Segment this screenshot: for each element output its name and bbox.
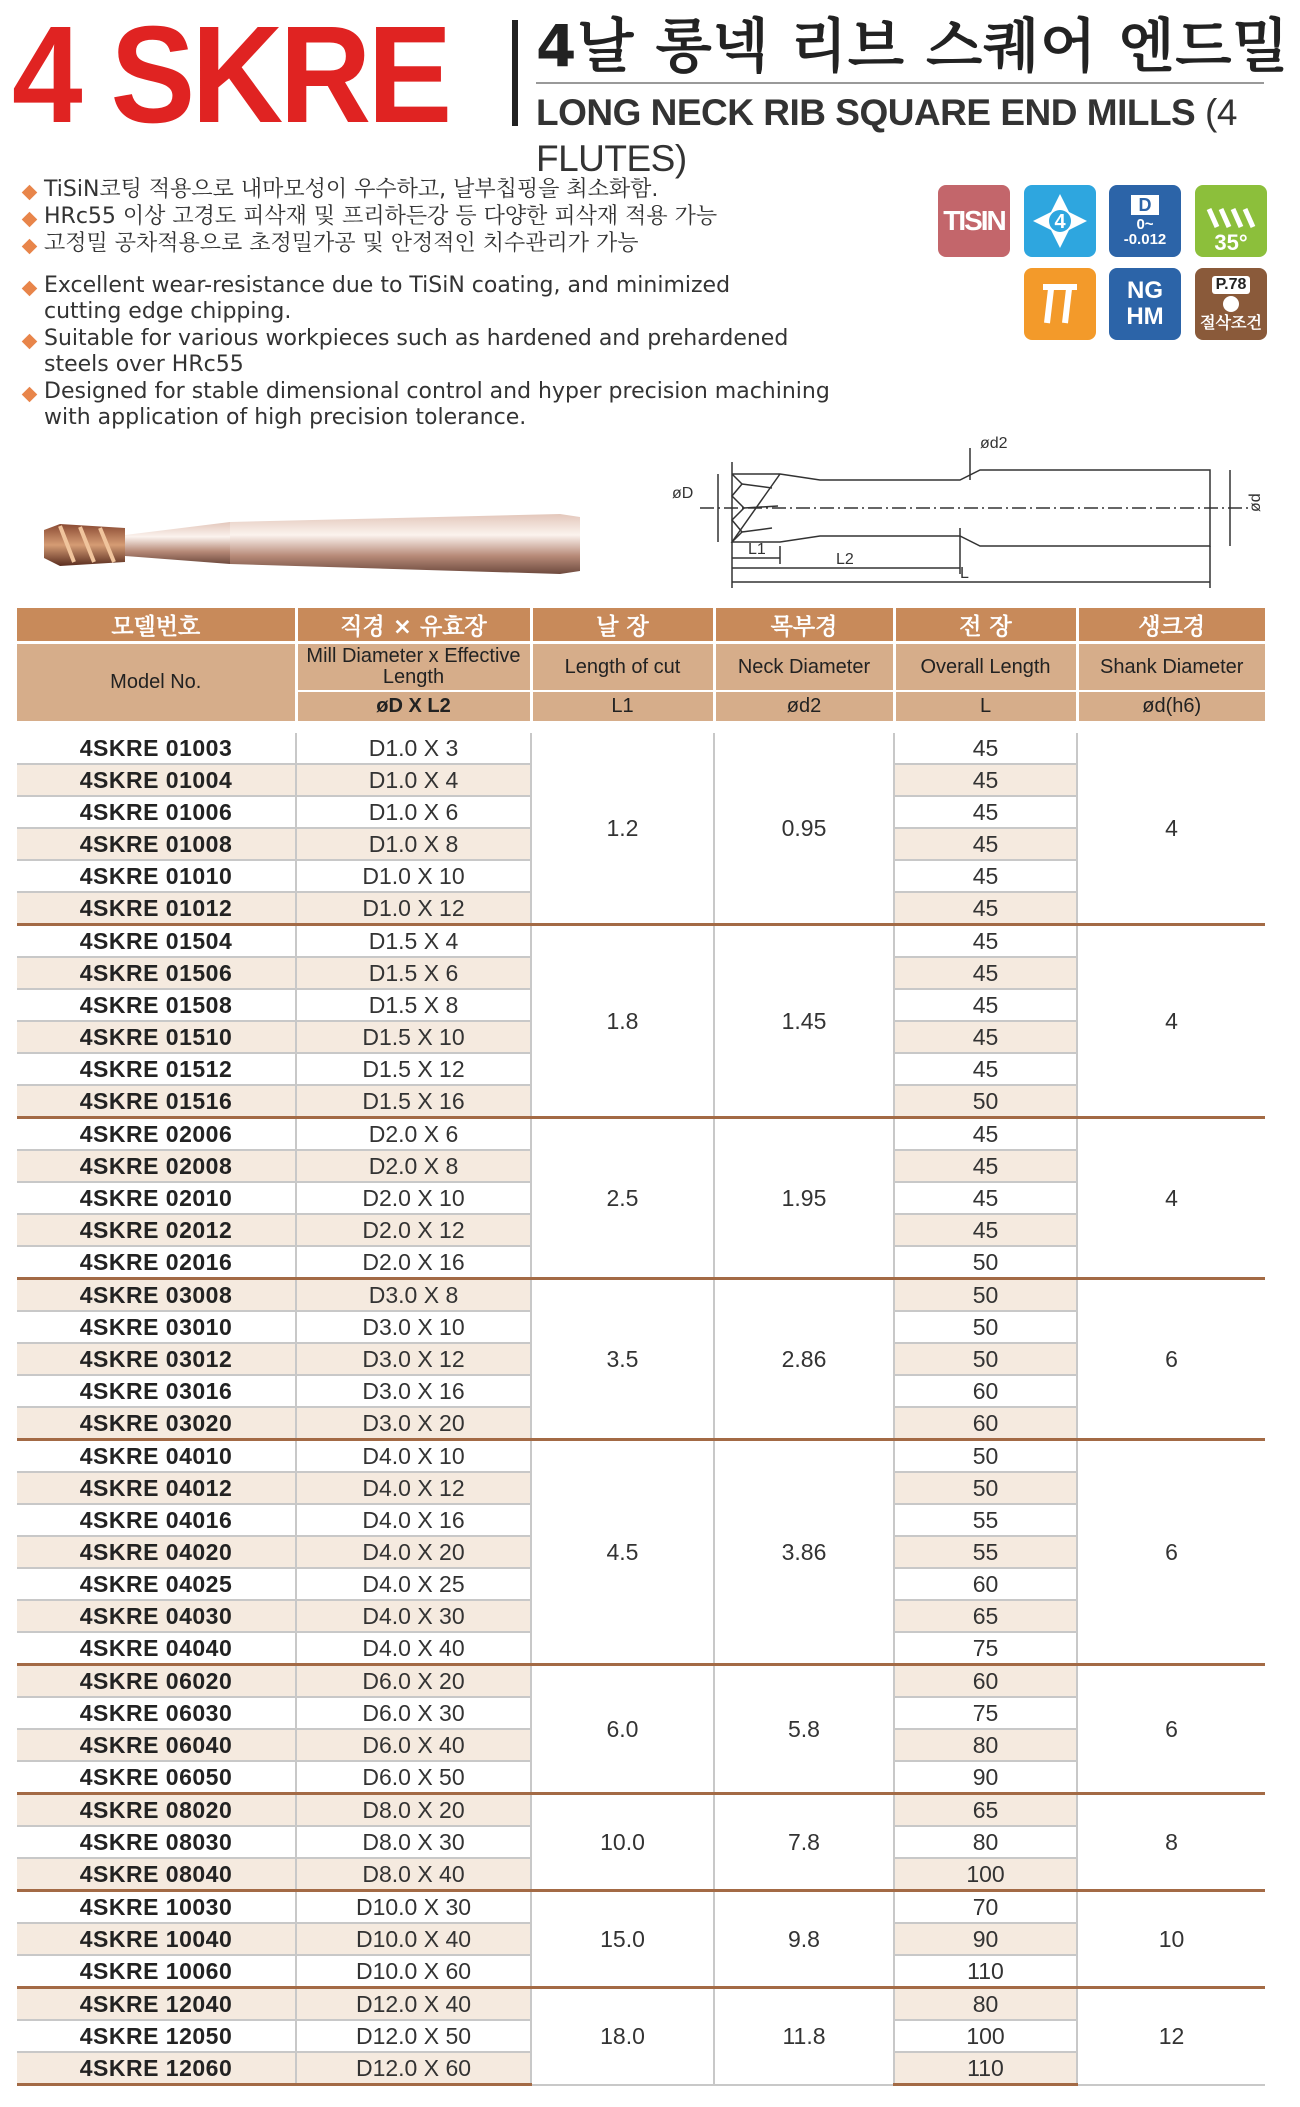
table-row (17, 925, 1265, 958)
label-D: øD (672, 485, 694, 502)
model-cell: 4SKRE 04020 (17, 1536, 296, 1568)
dimension-cell: D3.0 X 16 (296, 1375, 531, 1407)
model-cell: 4SKRE 08020 (17, 1794, 296, 1827)
dimension-cell: D10.0 X 60 (296, 1955, 531, 1988)
overall-length-cell: 50 (894, 1440, 1077, 1473)
hdr-l1-en: Length of cut (531, 643, 714, 692)
neck-diameter-cell: 5.8 (714, 1665, 894, 1794)
model-cell: 4SKRE 01504 (17, 925, 296, 958)
dimension-cell: D10.0 X 30 (296, 1891, 531, 1924)
feature-en-3: Designed for stable dimensional control and hyper precision machining (44, 379, 830, 404)
dimension-diagram (660, 428, 1280, 588)
feature-en-2: Suitable for various workpieces such as hardened and prehardened (44, 326, 789, 351)
overall-length-cell: 50 (894, 1279, 1077, 1312)
overall-length-cell: 100 (894, 2020, 1077, 2052)
tisin-coating-icon (938, 185, 1010, 257)
model-cell: 4SKRE 10060 (17, 1955, 296, 1988)
bullet-icon (22, 334, 38, 350)
model-cell: 4SKRE 01004 (17, 764, 296, 796)
title-english (536, 90, 1300, 182)
tolerance-icon (1109, 185, 1181, 257)
table-row (17, 1279, 1265, 1312)
shank-diameter-cell: 6 (1077, 1279, 1265, 1440)
model-cell: 4SKRE 03020 (17, 1407, 296, 1440)
model-cell: 4SKRE 02012 (17, 1214, 296, 1246)
length-of-cut-cell: 15.0 (531, 1891, 714, 1988)
dimension-cell: D6.0 X 30 (296, 1697, 531, 1729)
overall-length-cell: 50 (894, 1343, 1077, 1375)
model-cell: 4SKRE 03010 (17, 1311, 296, 1343)
table-row (17, 1118, 1265, 1151)
overall-length-cell: 60 (894, 1407, 1077, 1440)
hdr-len-ko: 전 장 (894, 608, 1077, 643)
feature-en-3b: with application of high precision tolerance. (44, 405, 527, 430)
dimension-cell: D3.0 X 10 (296, 1311, 531, 1343)
feature-ko-2: HRc55 이상 고경도 피삭재 및 프리하든강 등 다양한 피삭재 적용 가능 (44, 204, 718, 229)
feature-en-1b: cutting edge chipping. (44, 299, 292, 324)
overall-length-cell: 50 (894, 1472, 1077, 1504)
hdr-shank-en: Shank Diameter (1077, 643, 1265, 692)
square-end-glyph (1035, 279, 1085, 329)
model-cell: 4SKRE 02008 (17, 1150, 296, 1182)
overall-length-cell: 90 (894, 1761, 1077, 1794)
length-of-cut-cell: 2.5 (531, 1118, 714, 1279)
model-cell: 4SKRE 01506 (17, 957, 296, 989)
overall-length-cell: 110 (894, 2052, 1077, 2085)
neck-diameter-cell: 3.86 (714, 1440, 894, 1665)
hdr-shank-sym: ød(h6) (1077, 691, 1265, 721)
dimension-cell: D8.0 X 40 (296, 1858, 531, 1891)
bullet-icon (22, 212, 38, 228)
title-rule (536, 82, 1264, 84)
overall-length-cell: 45 (894, 1150, 1077, 1182)
hm-label: HM (1126, 303, 1164, 330)
hdr-model-ko: 모델번호 (17, 608, 296, 643)
dimension-cell: D2.0 X 10 (296, 1182, 531, 1214)
hdr-l1-sym: L1 (531, 691, 714, 721)
overall-length-cell: 60 (894, 1568, 1077, 1600)
model-cell: 4SKRE 10030 (17, 1891, 296, 1924)
model-cell: 4SKRE 04012 (17, 1472, 296, 1504)
shank-diameter-cell: 12 (1077, 1988, 1265, 2085)
dimension-cell: D4.0 X 40 (296, 1632, 531, 1665)
dimension-cell: D3.0 X 20 (296, 1407, 531, 1440)
ng-hm-icon (1109, 268, 1181, 340)
shank-diameter-cell: 4 (1077, 925, 1265, 1118)
flute-glyph (1029, 190, 1091, 252)
label-L2: L2 (836, 551, 854, 568)
dimension-cell: D4.0 X 12 (296, 1472, 531, 1504)
neck-diameter-cell: 11.8 (714, 1988, 894, 2085)
dimension-cell: D2.0 X 8 (296, 1150, 531, 1182)
model-cell: 4SKRE 06020 (17, 1665, 296, 1698)
dimension-cell: D1.0 X 3 (296, 733, 531, 764)
model-cell: 4SKRE 01010 (17, 860, 296, 892)
dimension-cell: D4.0 X 30 (296, 1600, 531, 1632)
dimension-cell: D4.0 X 10 (296, 1440, 531, 1473)
end-mill-photo (40, 500, 585, 586)
overall-length-cell: 45 (894, 764, 1077, 796)
dimension-cell: D1.5 X 10 (296, 1021, 531, 1053)
overall-length-cell: 45 (894, 892, 1077, 925)
tisin-label: TISIN (943, 205, 1005, 236)
hdr-model-en: Model No. (17, 643, 296, 722)
overall-length-cell: 65 (894, 1600, 1077, 1632)
shank-diameter-cell: 4 (1077, 1118, 1265, 1279)
model-cell: 4SKRE 01008 (17, 828, 296, 860)
dimension-cell: D6.0 X 50 (296, 1761, 531, 1794)
dimension-cell: D1.0 X 12 (296, 892, 531, 925)
length-of-cut-cell: 1.8 (531, 925, 714, 1118)
dimension-cell: D1.0 X 8 (296, 828, 531, 860)
spec-body (17, 721, 1265, 2085)
model-cell: 4SKRE 02006 (17, 1118, 296, 1151)
hdr-d2-ko: 목부경 (714, 608, 894, 643)
overall-length-cell: 55 (894, 1536, 1077, 1568)
dimension-cell: D8.0 X 30 (296, 1826, 531, 1858)
hdr-d2-en: Neck Diameter (714, 643, 894, 692)
overall-length-cell: 45 (894, 1182, 1077, 1214)
neck-diameter-cell: 0.95 (714, 733, 894, 925)
overall-length-cell: 60 (894, 1375, 1077, 1407)
overall-length-cell: 45 (894, 828, 1077, 860)
bullet-icon (22, 185, 38, 201)
header-row-en (17, 643, 1265, 692)
bullet-icon (22, 387, 38, 403)
dimension-cell: D1.0 X 6 (296, 796, 531, 828)
dimension-cell: D1.5 X 16 (296, 1085, 531, 1118)
ng-label: NG (1127, 277, 1163, 304)
length-of-cut-cell: 1.2 (531, 733, 714, 925)
model-cell: 4SKRE 02016 (17, 1246, 296, 1279)
helix-angle-icon (1195, 185, 1267, 257)
overall-length-cell: 80 (894, 1729, 1077, 1761)
model-cell: 4SKRE 01012 (17, 892, 296, 925)
model-cell: 4SKRE 03016 (17, 1375, 296, 1407)
label-L: L (960, 565, 969, 582)
neck-diameter-cell: 2.86 (714, 1279, 894, 1440)
overall-length-cell: 75 (894, 1697, 1077, 1729)
dimension-cell: D3.0 X 12 (296, 1343, 531, 1375)
overall-length-cell: 110 (894, 1955, 1077, 1988)
dimension-cell: D2.0 X 6 (296, 1118, 531, 1151)
overall-length-cell: 45 (894, 1021, 1077, 1053)
overall-length-cell: 45 (894, 1053, 1077, 1085)
overall-length-cell: 50 (894, 1246, 1077, 1279)
bullet-icon (22, 239, 38, 255)
length-of-cut-cell: 18.0 (531, 1988, 714, 2085)
header-row-ko (17, 608, 1265, 643)
dimension-cell: D1.5 X 4 (296, 925, 531, 958)
four-flute-icon (1024, 185, 1096, 257)
dimension-cell: D10.0 X 40 (296, 1923, 531, 1955)
tool-shank (230, 514, 580, 574)
overall-length-cell: 50 (894, 1311, 1077, 1343)
spec-table (17, 608, 1265, 2086)
model-cell: 4SKRE 01510 (17, 1021, 296, 1053)
model-cell: 4SKRE 03012 (17, 1343, 296, 1375)
length-of-cut-cell: 4.5 (531, 1440, 714, 1665)
model-cell: 4SKRE 04025 (17, 1568, 296, 1600)
cutting-condition-icon[interactable] (1195, 268, 1267, 340)
overall-length-cell: 75 (894, 1632, 1077, 1665)
model-cell: 4SKRE 01516 (17, 1085, 296, 1118)
feature-en-1: Excellent wear-resistance due to TiSiN coating, and minimized (44, 273, 731, 298)
model-cell: 4SKRE 06040 (17, 1729, 296, 1761)
dimension-cell: D2.0 X 16 (296, 1246, 531, 1279)
shank-diameter-cell: 10 (1077, 1891, 1265, 1988)
hdr-d2-sym: ød2 (714, 691, 894, 721)
dimension-cell: D8.0 X 20 (296, 1794, 531, 1827)
table-row (17, 1665, 1265, 1698)
hdr-dim-en: Mill Diameter x Effective Length (296, 643, 531, 692)
dimension-cell: D4.0 X 16 (296, 1504, 531, 1536)
dimension-cell: D1.5 X 8 (296, 989, 531, 1021)
overall-length-cell: 45 (894, 989, 1077, 1021)
dimension-cell: D6.0 X 20 (296, 1665, 531, 1698)
table-row (17, 1794, 1265, 1827)
table-row (17, 1988, 1265, 2021)
overall-length-cell: 100 (894, 1858, 1077, 1891)
overall-length-cell: 45 (894, 796, 1077, 828)
neck-diameter-cell: 1.45 (714, 925, 894, 1118)
dimension-cell: D1.0 X 4 (296, 764, 531, 796)
square-end-icon (1024, 268, 1096, 340)
hdr-dim-sym: øD X L2 (296, 691, 531, 721)
model-cell: 4SKRE 12050 (17, 2020, 296, 2052)
shank-diameter-cell: 6 (1077, 1440, 1265, 1665)
page-ref: P.78 (1212, 276, 1251, 294)
overall-length-cell: 50 (894, 1085, 1077, 1118)
dimension-cell: D3.0 X 8 (296, 1279, 531, 1312)
overall-length-cell: 45 (894, 1118, 1077, 1151)
dimension-cell: D1.0 X 10 (296, 860, 531, 892)
dimension-cell: D12.0 X 40 (296, 1988, 531, 2021)
brand-title: 4 SKRE (12, 0, 449, 152)
table-row (17, 1891, 1265, 1924)
model-cell: 4SKRE 08040 (17, 1858, 296, 1891)
feature-ko-3: 고정밀 공차적용으로 초정밀가공 및 안정적인 치수관리가 가능 (44, 231, 639, 256)
tool-neck (125, 522, 230, 564)
label-L1: L1 (748, 541, 766, 558)
model-cell: 4SKRE 04040 (17, 1632, 296, 1665)
overall-length-cell: 90 (894, 1923, 1077, 1955)
tol-lower: -0.012 (1123, 230, 1167, 248)
table-row (17, 1440, 1265, 1473)
neck-diameter-cell: 9.8 (714, 1891, 894, 1988)
overall-length-cell: 80 (894, 1988, 1077, 2021)
overall-length-cell: 45 (894, 957, 1077, 989)
dimension-cell: D4.0 X 25 (296, 1568, 531, 1600)
hdr-shank-ko: 생크경 (1077, 608, 1265, 643)
title-divider (512, 20, 518, 126)
model-cell: 4SKRE 06050 (17, 1761, 296, 1794)
dimension-cell: D12.0 X 50 (296, 2020, 531, 2052)
title-english-main: LONG NECK RIB SQUARE END MILLS (536, 92, 1196, 133)
model-cell: 4SKRE 04016 (17, 1504, 296, 1536)
neck-diameter-cell: 7.8 (714, 1794, 894, 1891)
label-d: ød (1247, 493, 1264, 512)
label-d2: ød2 (980, 435, 1008, 452)
model-cell: 4SKRE 08030 (17, 1826, 296, 1858)
shank-diameter-cell: 6 (1077, 1665, 1265, 1794)
length-of-cut-cell: 6.0 (531, 1665, 714, 1794)
table-spacer (17, 721, 1265, 733)
model-cell: 4SKRE 04010 (17, 1440, 296, 1473)
overall-length-cell: 80 (894, 1826, 1077, 1858)
overall-length-cell: 55 (894, 1504, 1077, 1536)
dimension-cell: D4.0 X 20 (296, 1536, 531, 1568)
helix-angle: 35° (1214, 230, 1248, 255)
dimension-cell: D6.0 X 40 (296, 1729, 531, 1761)
length-of-cut-cell: 10.0 (531, 1794, 714, 1891)
condition-label: 절삭조건 (1200, 313, 1262, 332)
tol-letter: D (1131, 195, 1159, 215)
hdr-len-sym: L (894, 691, 1077, 721)
dimension-cell: D12.0 X 60 (296, 2052, 531, 2085)
title-english-flutes: (4 FLUTES) (536, 92, 1237, 179)
model-cell: 4SKRE 12060 (17, 2052, 296, 2085)
overall-length-cell: 60 (894, 1665, 1077, 1698)
overall-length-cell: 45 (894, 925, 1077, 958)
helix-stripes (1203, 207, 1259, 229)
model-cell: 4SKRE 06030 (17, 1697, 296, 1729)
overall-length-cell: 70 (894, 1891, 1077, 1924)
feature-en-2b: steels over HRc55 (44, 352, 244, 377)
model-cell: 4SKRE 10040 (17, 1923, 296, 1955)
model-cell: 4SKRE 01508 (17, 989, 296, 1021)
bullet-icon (22, 281, 38, 297)
overall-length-cell: 45 (894, 733, 1077, 764)
title-korean: 4날 롱넥 리브 스퀘어 엔드밀 (536, 12, 1290, 80)
shank-diameter-cell: 4 (1077, 733, 1265, 925)
hdr-len-en: Overall Length (894, 643, 1077, 692)
dimension-cell: D2.0 X 12 (296, 1214, 531, 1246)
table-row (17, 733, 1265, 764)
hdr-l1-ko: 날 장 (531, 608, 714, 643)
hdr-dim-ko: 직경 × 유효장 (296, 608, 531, 643)
model-cell: 4SKRE 03008 (17, 1279, 296, 1312)
overall-length-cell: 65 (894, 1794, 1077, 1827)
neck-diameter-cell: 1.95 (714, 1118, 894, 1279)
condition-dot-icon (1223, 296, 1239, 312)
flute-count: 4 (1054, 211, 1066, 233)
model-cell: 4SKRE 01003 (17, 733, 296, 764)
spacer-cell (17, 721, 1265, 733)
shank-diameter-cell: 8 (1077, 1794, 1265, 1891)
model-cell: 4SKRE 04030 (17, 1600, 296, 1632)
feature-ko-1: TiSiN코팅 적용으로 내마모성이 우수하고, 날부칩핑을 최소화함. (44, 177, 659, 202)
model-cell: 4SKRE 01006 (17, 796, 296, 828)
length-of-cut-cell: 3.5 (531, 1279, 714, 1440)
dimension-cell: D1.5 X 6 (296, 957, 531, 989)
dimension-cell: D1.5 X 12 (296, 1053, 531, 1085)
model-cell: 4SKRE 02010 (17, 1182, 296, 1214)
overall-length-cell: 45 (894, 1214, 1077, 1246)
tol-upper: 0~ (1136, 215, 1154, 233)
model-cell: 4SKRE 01512 (17, 1053, 296, 1085)
overall-length-cell: 45 (894, 860, 1077, 892)
model-cell: 4SKRE 12040 (17, 1988, 296, 2021)
